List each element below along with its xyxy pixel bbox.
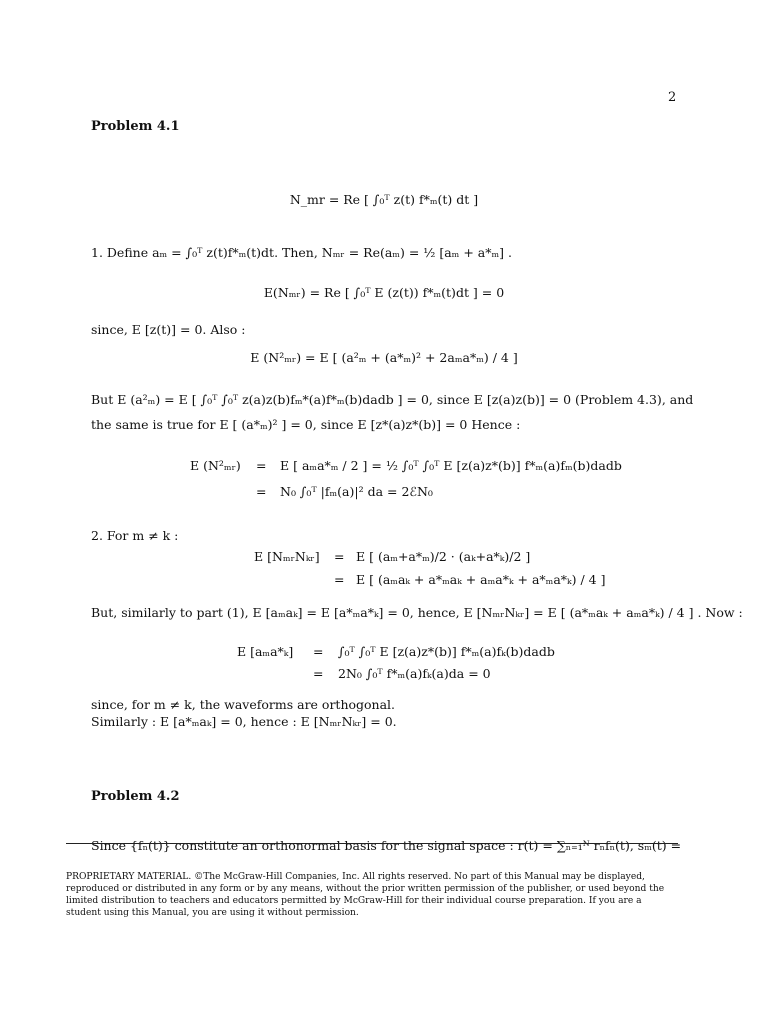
eq-block1-rhs2: N₀ ∫₀ᵀ |fₘ(a)|² da = 2ℰN₀ <box>280 484 433 499</box>
eq-block3-eq2: = <box>313 666 324 681</box>
eq-block1-eq1: = <box>256 458 267 473</box>
part1-intro: 1. Define aₘ = ∫₀ᵀ z(t)f*ₘ(t)dt. Then, Nₘᵣ = Re(aₘ) = ½ [aₘ + a*ₘ] . <box>91 245 512 260</box>
proprietary-footer: PROPRIETARY MATERIAL. ©The McGraw-Hill Companies, Inc. All rights reserved. No part of this Manual may be displayed, reproduced or distributed in any form or by any means, without the prior written permission of the publisher, or used beyond the limited distribution to teachers and educators permitted by McGraw-Hill for their individual course preparation. If you are a student using this Manual, you are using it without permission. <box>66 872 665 918</box>
problem-4-2-title: Problem 4.2 <box>91 789 180 804</box>
eq-block2-rhs2: E [ (aₘaₖ + a*ₘaₖ + aₘa*ₖ + a*ₘa*ₖ) / 4 ] <box>356 572 606 587</box>
orthogonal-line: since, for m ≠ k, the waveforms are orthogonal. <box>91 697 396 712</box>
but-line-1: But E (a²ₘ) = E [ ∫₀ᵀ ∫₀ᵀ z(a)z(b)fₘ*(a)f*ₘ(b)dadb ] = 0, since E [z(a)z(b)] = 0 (Problem 4.3), and <box>91 392 694 407</box>
eq-block2-rhs1: E [ (aₘ+a*ₘ)/2 · (aₖ+a*ₖ)/2 ] <box>356 549 531 564</box>
eq-block2-eq2: = <box>334 572 345 587</box>
similarly-line: Similarly : E [a*ₘaₖ] = 0, hence : E [NₘᵣNₖᵣ] = 0. <box>91 714 397 729</box>
footer-rule <box>66 843 678 844</box>
eq-block3-rhs2: 2N₀ ∫₀ᵀ f*ₘ(a)fₖ(a)da = 0 <box>338 666 491 681</box>
similarly-part1-line: But, similarly to part (1), E [aₘaₖ] = E [a*ₘa*ₖ] = 0, hence, E [NₘᵣNₖᵣ] = E [ (a*ₘaₖ + aₘa*ₖ) / 4 ] . Now : <box>91 605 743 620</box>
eq-block1-eq2: = <box>256 484 267 499</box>
eq-block2-lhs: E [NₘᵣNₖᵣ] <box>254 549 320 564</box>
problem-4-1-title: Problem 4.1 <box>91 119 180 134</box>
eq-block1-lhs: E (N²ₘᵣ) <box>190 458 241 473</box>
part2-intro: 2. For m ≠ k : <box>91 528 179 543</box>
but-line-2: the same is true for E [ (a*ₘ)² ] = 0, since E [z*(a)z*(b)] = 0 Hence : <box>91 417 521 432</box>
page-number: 2 <box>668 90 677 105</box>
equation-square: E (N²ₘᵣ) = E [ (a²ₘ + (a*ₘ)² + 2aₘa*ₘ) / 4 ] <box>250 350 518 365</box>
eq-block2-eq1: = <box>334 549 345 564</box>
since-also-line: since, E [z(t)] = 0. Also : <box>91 322 246 337</box>
eq-block3-eq1: = <box>313 644 324 659</box>
eq-block3-rhs1: ∫₀ᵀ ∫₀ᵀ E [z(a)z*(b)] f*ₘ(a)fₖ(b)dadb <box>338 644 555 659</box>
problem-4-2-intro: Since {fₙ(t)} constitute an orthonormal basis for the signal space : r(t) = ∑ₙ₌₁ᴺ rₙfₙ(t), sₘ(t) = <box>91 838 682 853</box>
eq-block3-lhs: E [aₘa*ₖ] <box>237 644 294 659</box>
equation-nmr: N_mr = Re [ ∫₀ᵀ z(t) f*ₘ(t) dt ] <box>289 192 479 207</box>
equation-expectation: E(Nₘᵣ) = Re [ ∫₀ᵀ E (z(t)) f*ₘ(t)dt ] = 0 <box>263 285 505 300</box>
eq-block1-rhs1: E [ aₘa*ₘ / 2 ] = ½ ∫₀ᵀ ∫₀ᵀ E [z(a)z*(b)] f*ₘ(a)fₘ(b)dadb <box>280 458 622 473</box>
